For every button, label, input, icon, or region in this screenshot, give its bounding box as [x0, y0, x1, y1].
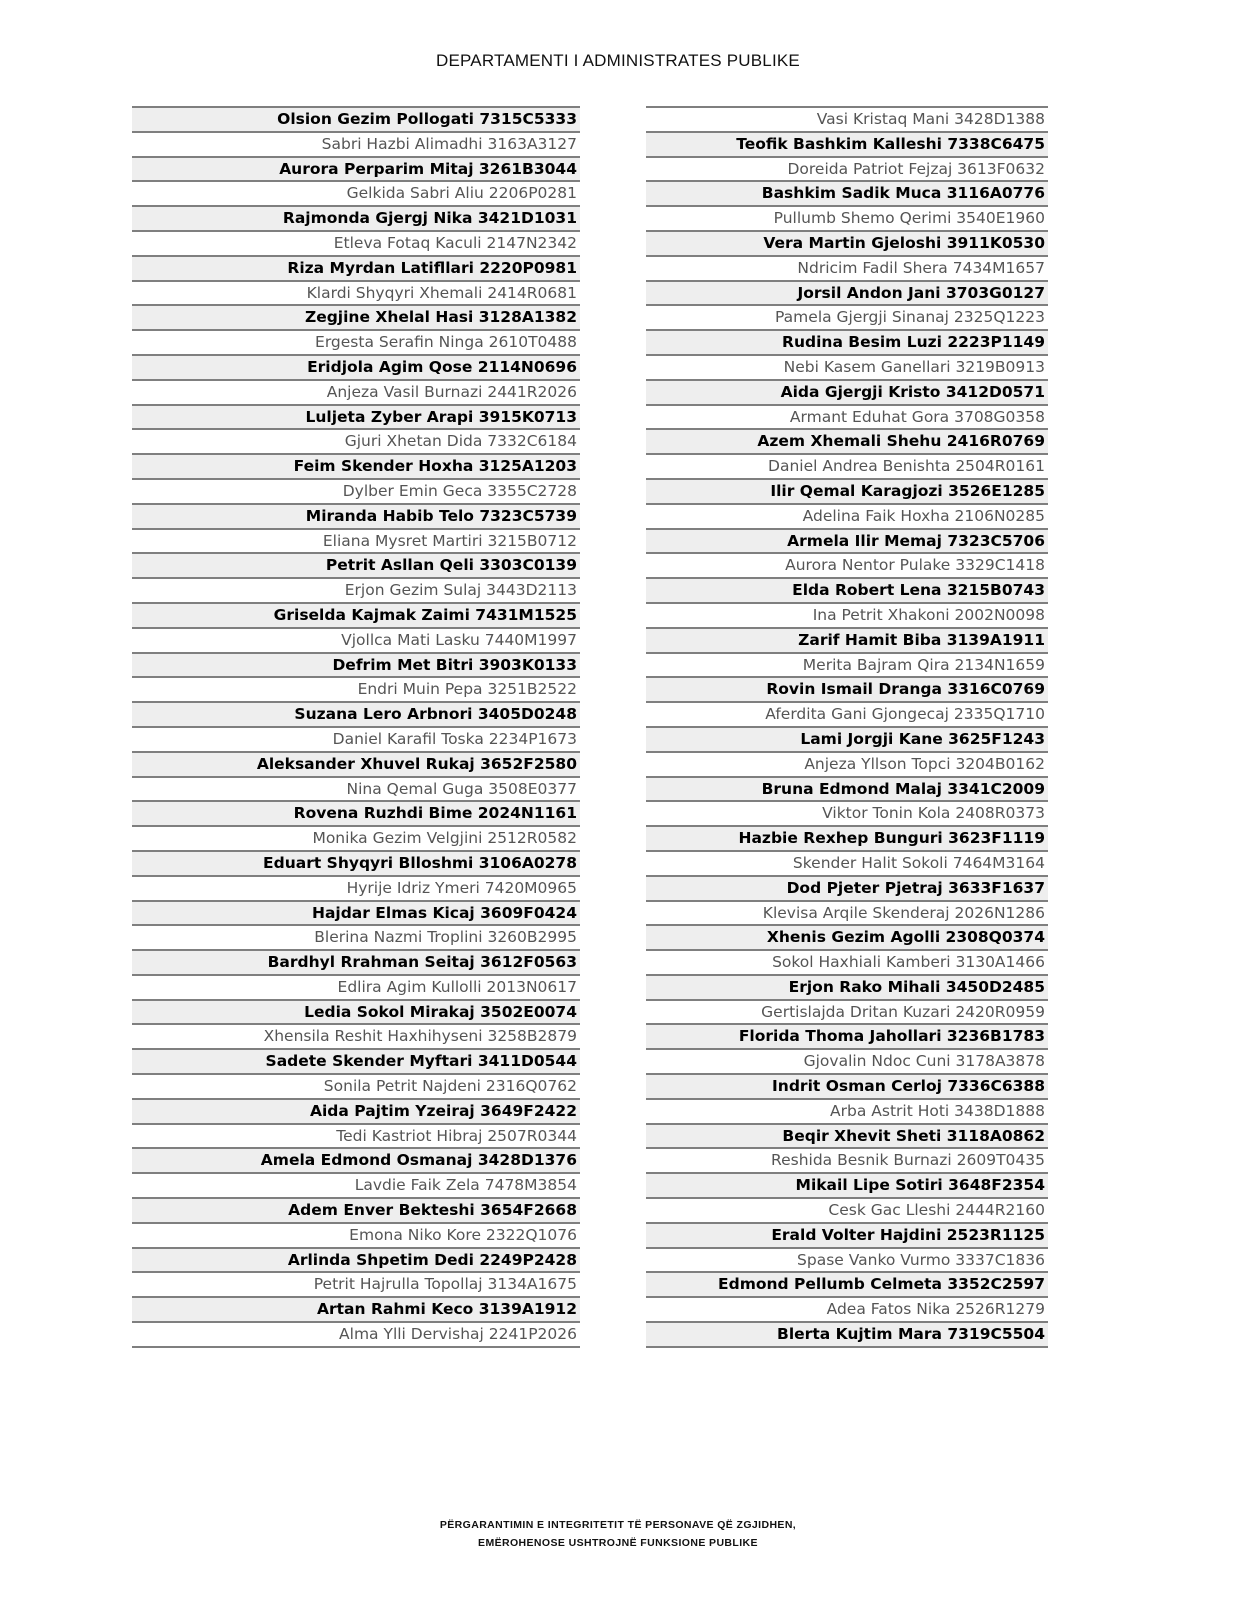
- list-item: Skender Halit Sokoli 7464M3164: [646, 850, 1048, 875]
- list-item: Edlira Agim Kullolli 2013N0617: [132, 974, 580, 999]
- list-item: Indrit Osman Cerloj 7336C6388: [646, 1073, 1048, 1098]
- list-item: Anjeza Yllson Topci 3204B0162: [646, 751, 1048, 776]
- list-item: Luljeta Zyber Arapi 3915K0713: [132, 404, 580, 429]
- list-item: Rovin Ismail Dranga 3316C0769: [646, 676, 1048, 701]
- list-item: Aferdita Gani Gjongecaj 2335Q1710: [646, 701, 1048, 726]
- list-item: Viktor Tonin Kola 2408R0373: [646, 800, 1048, 825]
- list-item: Pullumb Shemo Qerimi 3540E1960: [646, 205, 1048, 230]
- list-item: Eliana Mysret Martiri 3215B0712: [132, 528, 580, 553]
- list-item: Gjuri Xhetan Dida 7332C6184: [132, 428, 580, 453]
- list-item: Feim Skender Hoxha 3125A1203: [132, 453, 580, 478]
- list-item: Bardhyl Rrahman Seitaj 3612F0563: [132, 949, 580, 974]
- footer: [0, 1516, 1236, 1552]
- list-item: Gelkida Sabri Aliu 2206P0281: [132, 180, 580, 205]
- list-item: Beqir Xhevit Sheti 3118A0862: [646, 1123, 1048, 1148]
- list-item: Xhenis Gezim Agolli 2308Q0374: [646, 924, 1048, 949]
- list-item: Aleksander Xhuvel Rukaj 3652F2580: [132, 751, 580, 776]
- list-item: Etleva Fotaq Kaculi 2147N2342: [132, 230, 580, 255]
- column-end-rule: [132, 1346, 580, 1348]
- list-item: Arba Astrit Hoti 3438D1888: [646, 1098, 1048, 1123]
- list-item: Daniel Andrea Benishta 2504R0161: [646, 453, 1048, 478]
- list-item: Jorsil Andon Jani 3703G0127: [646, 280, 1048, 305]
- list-item: Miranda Habib Telo 7323C5739: [132, 503, 580, 528]
- list-item: Erjon Gezim Sulaj 3443D2113: [132, 577, 580, 602]
- list-item: Olsion Gezim Pollogati 7315C5333: [132, 106, 580, 131]
- list-item: Monika Gezim Velgjini 2512R0582: [132, 825, 580, 850]
- list-item: Cesk Gac Lleshi 2444R2160: [646, 1197, 1048, 1222]
- list-item: Eridjola Agim Qose 2114N0696: [132, 354, 580, 379]
- list-item: Sabri Hazbi Alimadhi 3163A3127: [132, 131, 580, 156]
- list-item: Amela Edmond Osmanaj 3428D1376: [132, 1147, 580, 1172]
- list-item: Dylber Emin Geca 3355C2728: [132, 478, 580, 503]
- list-item: Doreida Patriot Fejzaj 3613F0632: [646, 156, 1048, 181]
- list-item: Reshida Besnik Burnazi 2609T0435: [646, 1147, 1048, 1172]
- list-item: Pamela Gjergji Sinanaj 2325Q1223: [646, 304, 1048, 329]
- list-item: Tedi Kastriot Hibraj 2507R0344: [132, 1123, 580, 1148]
- list-item: Mikail Lipe Sotiri 3648F2354: [646, 1172, 1048, 1197]
- list-item: Erjon Rako Mihali 3450D2485: [646, 974, 1048, 999]
- list-item: Nebi Kasem Ganellari 3219B0913: [646, 354, 1048, 379]
- list-item: Griselda Kajmak Zaimi 7431M1525: [132, 602, 580, 627]
- list-item: Adea Fatos Nika 2526R1279: [646, 1296, 1048, 1321]
- list-item: Klevisa Arqile Skenderaj 2026N1286: [646, 900, 1048, 925]
- list-item: Defrim Met Bitri 3903K0133: [132, 652, 580, 677]
- list-item: Eduart Shyqyri Blloshmi 3106A0278: [132, 850, 580, 875]
- right-name-column: [646, 106, 1048, 1348]
- list-item: Bruna Edmond Malaj 3341C2009: [646, 776, 1048, 801]
- list-item: Aida Pajtim Yzeiraj 3649F2422: [132, 1098, 580, 1123]
- column-end-rule: [646, 1346, 1048, 1348]
- list-item: Ndricim Fadil Shera 7434M1657: [646, 255, 1048, 280]
- list-item: Vera Martin Gjeloshi 3911K0530: [646, 230, 1048, 255]
- list-item: Hajdar Elmas Kicaj 3609F0424: [132, 900, 580, 925]
- list-item: Sokol Haxhiali Kamberi 3130A1466: [646, 949, 1048, 974]
- list-item: Edmond Pellumb Celmeta 3352C2597: [646, 1271, 1048, 1296]
- list-item: Alma Ylli Dervishaj 2241P2026: [132, 1321, 580, 1346]
- list-item: Emona Niko Kore 2322Q1076: [132, 1222, 580, 1247]
- list-item: Adelina Faik Hoxha 2106N0285: [646, 503, 1048, 528]
- list-item: Ledia Sokol Mirakaj 3502E0074: [132, 999, 580, 1024]
- list-item: Riza Myrdan Latifllari 2220P0981: [132, 255, 580, 280]
- list-item: Anjeza Vasil Burnazi 2441R2026: [132, 379, 580, 404]
- list-item: Aida Gjergji Kristo 3412D0571: [646, 379, 1048, 404]
- list-item: Aurora Nentor Pulake 3329C1418: [646, 552, 1048, 577]
- list-item: Ergesta Serafin Ninga 2610T0488: [132, 329, 580, 354]
- list-item: Erald Volter Hajdini 2523R1125: [646, 1222, 1048, 1247]
- list-item: Zegjine Xhelal Hasi 3128A1382: [132, 304, 580, 329]
- list-item: Florida Thoma Jahollari 3236B1783: [646, 1023, 1048, 1048]
- list-item: Sonila Petrit Najdeni 2316Q0762: [132, 1073, 580, 1098]
- list-item: Klardi Shyqyri Xhemali 2414R0681: [132, 280, 580, 305]
- list-item: Rajmonda Gjergj Nika 3421D1031: [132, 205, 580, 230]
- list-item: Daniel Karafil Toska 2234P1673: [132, 726, 580, 751]
- list-item: Rudina Besim Luzi 2223P1149: [646, 329, 1048, 354]
- list-item: Hyrije Idriz Ymeri 7420M0965: [132, 875, 580, 900]
- list-item: Ina Petrit Xhakoni 2002N0098: [646, 602, 1048, 627]
- list-item: Gjovalin Ndoc Cuni 3178A3878: [646, 1048, 1048, 1073]
- list-item: Vjollca Mati Lasku 7440M1997: [132, 627, 580, 652]
- list-item: Artan Rahmi Keco 3139A1912: [132, 1296, 580, 1321]
- list-item: Ilir Qemal Karagjozi 3526E1285: [646, 478, 1048, 503]
- list-item: Blerina Nazmi Troplini 3260B2995: [132, 924, 580, 949]
- list-item: Spase Vanko Vurmo 3337C1836: [646, 1247, 1048, 1272]
- list-item: Gertislajda Dritan Kuzari 2420R0959: [646, 999, 1048, 1024]
- list-item: Merita Bajram Qira 2134N1659: [646, 652, 1048, 677]
- footer-line-1: PËRGARANTIMIN E INTEGRITETIT TË PERSONAVE QË ZGJIDHEN,: [439, 1519, 797, 1531]
- list-item: Suzana Lero Arbnori 3405D0248: [132, 701, 580, 726]
- list-item: Zarif Hamit Biba 3139A1911: [646, 627, 1048, 652]
- list-item: Xhensila Reshit Haxhihyseni 3258B2879: [132, 1023, 580, 1048]
- left-name-column: [132, 106, 580, 1348]
- list-item: Lami Jorgji Kane 3625F1243: [646, 726, 1048, 751]
- page-title: DEPARTAMENTI I ADMINISTRATES PUBLIKE: [436, 51, 800, 70]
- footer-line-2: EMËROHENOSE USHTROJNË FUNKSIONE PUBLIKE: [478, 1537, 758, 1549]
- list-item: Vasi Kristaq Mani 3428D1388: [646, 106, 1048, 131]
- list-item: Azem Xhemali Shehu 2416R0769: [646, 428, 1048, 453]
- list-item: Lavdie Faik Zela 7478M3854: [132, 1172, 580, 1197]
- list-item: Armant Eduhat Gora 3708G0358: [646, 404, 1048, 429]
- list-item: Hazbie Rexhep Bunguri 3623F1119: [646, 825, 1048, 850]
- list-item: Bashkim Sadik Muca 3116A0776: [646, 180, 1048, 205]
- list-item: Aurora Perparim Mitaj 3261B3044: [132, 156, 580, 181]
- list-item: Rovena Ruzhdi Bime 2024N1161: [132, 800, 580, 825]
- list-item: Dod Pjeter Pjetraj 3633F1637: [646, 875, 1048, 900]
- list-item: Nina Qemal Guga 3508E0377: [132, 776, 580, 801]
- list-item: Arlinda Shpetim Dedi 2249P2428: [132, 1247, 580, 1272]
- list-item: Blerta Kujtim Mara 7319C5504: [646, 1321, 1048, 1346]
- list-item: Teofik Bashkim Kalleshi 7338C6475: [646, 131, 1048, 156]
- list-item: Petrit Asllan Qeli 3303C0139: [132, 552, 580, 577]
- list-item: Petrit Hajrulla Topollaj 3134A1675: [132, 1271, 580, 1296]
- list-item: Adem Enver Bekteshi 3654F2668: [132, 1197, 580, 1222]
- list-item: Endri Muin Pepa 3251B2522: [132, 676, 580, 701]
- list-item: Sadete Skender Myftari 3411D0544: [132, 1048, 580, 1073]
- list-item: Elda Robert Lena 3215B0743: [646, 577, 1048, 602]
- list-item: Armela Ilir Memaj 7323C5706: [646, 528, 1048, 553]
